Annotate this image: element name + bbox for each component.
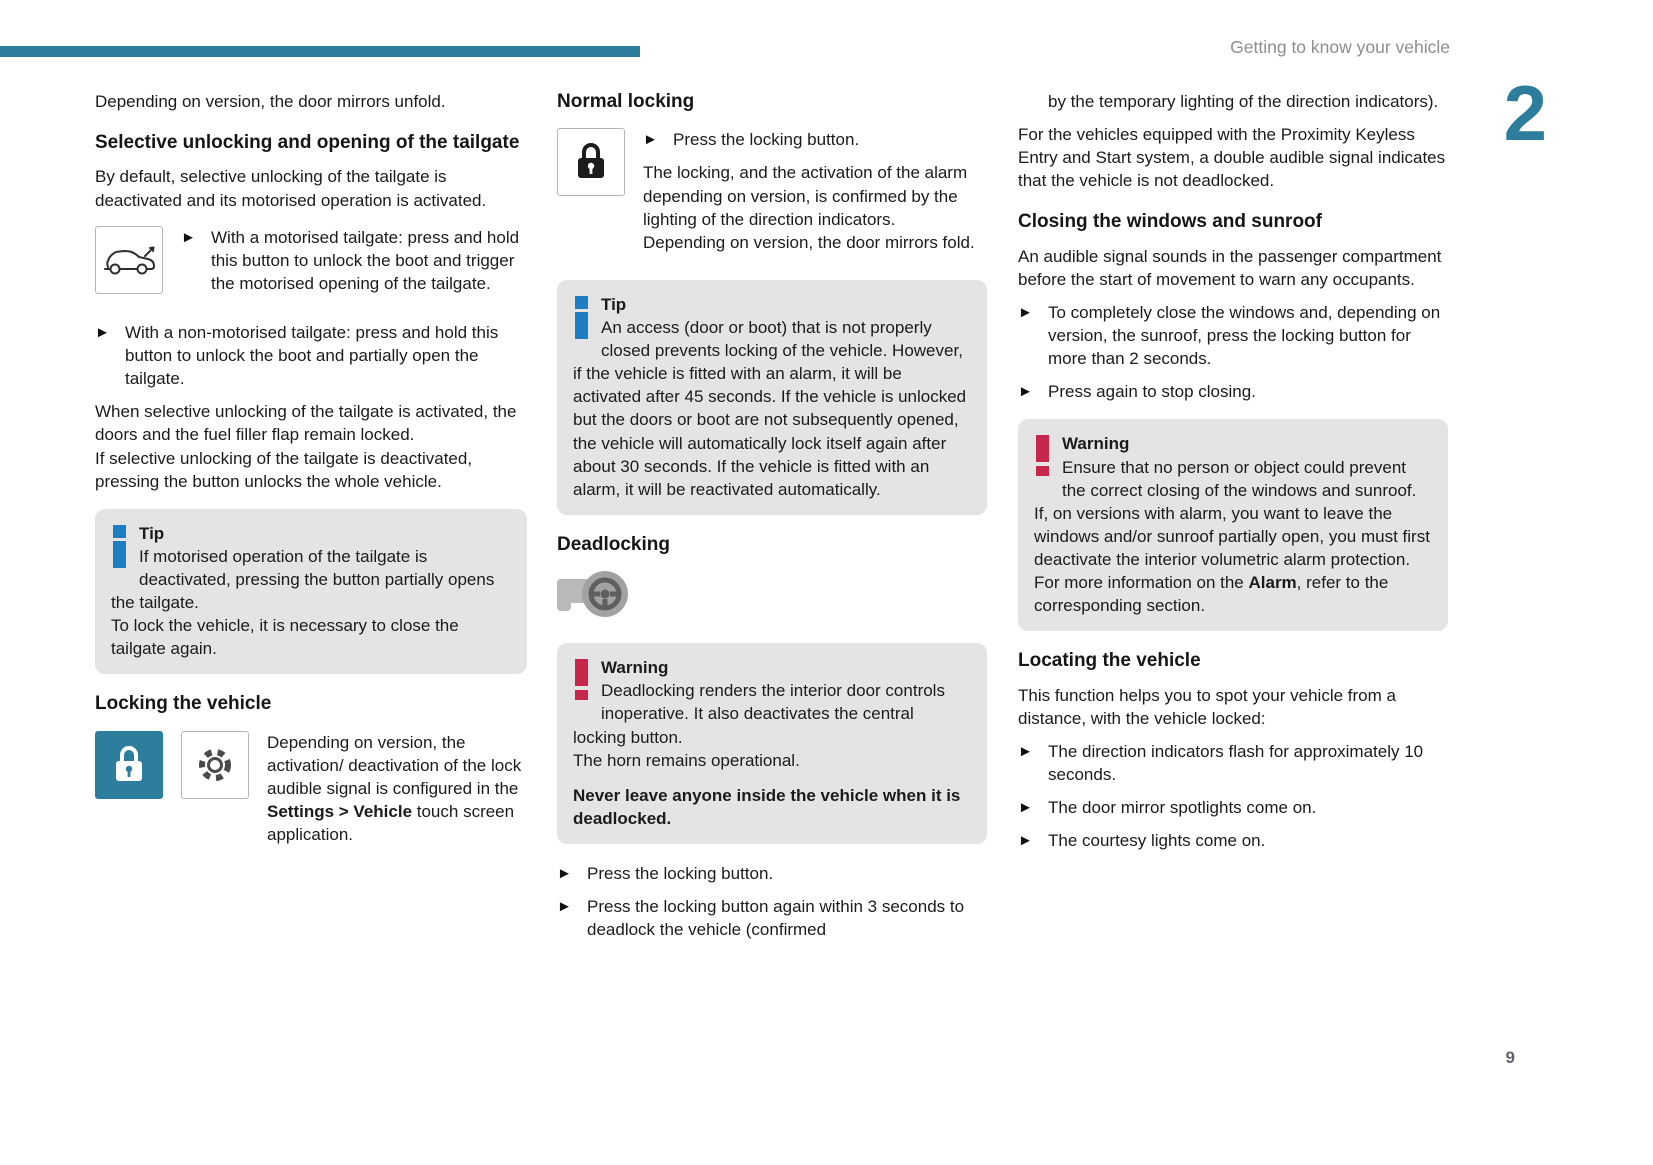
paragraph: This function helps you to spot your vehicle from a distance, with the vehicle locked: [1018, 685, 1396, 728]
bullet-arrow-icon: ► [1018, 383, 1033, 401]
chapter-accent-bar [0, 46, 640, 57]
bullet-text: The door mirror spotlights come on. [1048, 798, 1317, 818]
tip-box [95, 509, 527, 675]
warning-text: If, on versions with alarm, you want to leave the windows and/or sunroof partially open, you must first deactivate the interior volumetric alarm protection. [1034, 503, 1430, 569]
bullet-arrow-icon: ► [181, 228, 196, 246]
bullet-item [1018, 740, 1448, 786]
paragraph: When selective unlocking of the tailgate is activated, the doors and the fuel filler flap remain locked. [95, 402, 517, 445]
warning-title: Warning [601, 658, 669, 678]
warning-text: Ensure that no person or object could prevent the correct closing of the windows and sunroof. [1062, 457, 1417, 500]
tip-title: Tip [601, 294, 627, 314]
paragraph: An audible signal sounds in the passenger compartment before the start of movement to warn any occupants. [1018, 246, 1442, 289]
paragraph-continuation: by the temporary lighting of the direction indicators). [1048, 92, 1439, 111]
bullet-text: With a non-motorised tailgate: press and hold this button to unlock the boot and partially open the tailgate. [125, 322, 499, 389]
bullet-arrow-icon: ► [557, 865, 572, 883]
section-heading-selective-unlocking: Selective unlocking and opening of the tailgate [95, 132, 520, 154]
bullet-text: Press the locking button again within 3 seconds to deadlock the vehicle (confirmed [587, 897, 965, 940]
section-heading-normal-locking: Normal locking [557, 91, 695, 112]
lock-icon [557, 128, 625, 196]
warning-text: The horn remains operational. [573, 750, 800, 770]
section-heading-deadlocking: Deadlocking [557, 533, 670, 555]
bullet-text: Press again to stop closing. [1048, 382, 1256, 402]
warning-text-part: For more information on the [1034, 573, 1249, 593]
tip-text: If motorised operation of the tailgate is deactivated, pressing the button partially opens the tailgate. [111, 546, 495, 613]
paragraph: The locking, and the activation of the alarm depending on version, is confirmed by the lighting of the direction indicators. [643, 163, 968, 229]
paragraph: Depending on version, the door mirrors fold. [643, 232, 975, 252]
tip-box [557, 280, 987, 515]
bullet-item [181, 226, 527, 295]
bullet-text: With a motorised tailgate: press and hold this button to unlock the boot and trigger the motorised opening of the tailgate. [211, 227, 520, 293]
locking-settings-row [95, 731, 527, 847]
paragraph: Depending on version, the door mirrors unfold. [95, 92, 446, 111]
bullet-text: Press the locking button. [587, 864, 774, 884]
warning-box [1018, 419, 1448, 631]
column-right [1018, 90, 1448, 862]
page-number: 9 [1505, 1048, 1515, 1067]
bullet-arrow-icon: ► [1018, 799, 1033, 817]
warning-text [1034, 571, 1432, 617]
bullet-item [557, 895, 987, 941]
settings-vehicle-bold: Settings > Vehicle [267, 802, 413, 822]
paragraph: If selective unlocking of the tailgate is deactivated, pressing the button unlocks the whole vehicle. [95, 448, 473, 491]
info-icon [575, 296, 588, 339]
bullet-arrow-icon: ► [1018, 303, 1033, 321]
warning-text-bold: Never leave anyone inside the vehicle when it is deadlocked. [573, 785, 961, 828]
bullet-item [557, 862, 987, 885]
warning-title: Warning [1062, 434, 1130, 454]
bullet-text: The direction indicators flash for approximately 10 seconds. [1048, 741, 1424, 784]
bullet-text: The courtesy lights come on. [1048, 831, 1266, 851]
section-heading-locking-vehicle: Locking the vehicle [95, 693, 272, 715]
section-heading-locating-vehicle: Locating the vehicle [1018, 650, 1201, 672]
chapter-number: 2 [1503, 69, 1547, 157]
bullet-item [95, 321, 527, 390]
bullet-item [643, 128, 987, 151]
bullet-arrow-icon: ► [643, 131, 658, 149]
alarm-bold: Alarm [1248, 573, 1297, 593]
warning-text-part: , refer to the corresponding section. [1034, 573, 1389, 616]
bullet-arrow-icon: ► [557, 898, 572, 916]
paragraph-text: touch screen application. [267, 802, 515, 845]
section-heading-closing-windows: Closing the windows and sunroof [1018, 211, 1322, 233]
paragraph: For the vehicles equipped with the Proximity Keyless Entry and Start system, a double audible signal indicates that the vehicle is not deadlocked. [1018, 125, 1446, 191]
settings-gear-icon [181, 731, 249, 799]
column-middle [557, 90, 987, 951]
bullet-item [1018, 829, 1448, 852]
bullet-text: To completely close the windows and, depending on version, the sunroof, press the locking button for more than 2 seconds. [1048, 302, 1441, 369]
info-icon [113, 525, 126, 568]
paragraph [267, 731, 527, 847]
bullet-arrow-icon: ► [1018, 832, 1033, 850]
warning-text: Deadlocking renders the interior door controls inoperative. It also deactivates the central locking button. [573, 681, 945, 747]
bullet-text: Press the locking button. [673, 130, 860, 150]
warning-icon [1036, 435, 1049, 476]
remote-key-icon [557, 567, 987, 627]
tailgate-icon [95, 226, 163, 294]
header-title: Getting to know your vehicle [1230, 37, 1450, 57]
lock-icon [95, 731, 163, 799]
warning-icon [575, 659, 588, 700]
paragraph-text: Depending on version, the activation/ deactivation of the lock audible signal is configured in the [267, 732, 522, 798]
tip-text: To lock the vehicle, it is necessary to close the tailgate again. [111, 616, 459, 659]
normal-locking-text [643, 128, 987, 264]
bullet-item [1018, 301, 1448, 370]
tailgate-instruction-row [95, 226, 527, 305]
bullet-arrow-icon: ► [95, 323, 110, 341]
warning-box [557, 643, 987, 844]
normal-locking-row [557, 128, 987, 264]
paragraph: By default, selective unlocking of the tailgate is deactivated and its motorised operation is activated. [95, 167, 487, 210]
bullet-arrow-icon: ► [1018, 742, 1033, 760]
bullet-item [1018, 796, 1448, 819]
tip-title: Tip [139, 523, 165, 543]
bullet-item [1018, 380, 1448, 403]
tip-text: An access (door or boot) that is not properly closed prevents locking of the vehicle. However, if the vehicle is fitted with an alarm, it will be activated after 45 seconds. If the vehicle is unlocked but the doors or boot are not subsequently opened, the vehicle will automatically lock itself again after about 30 seconds. If the vehicle is fitted with an alarm, it will be reactivated automatically. [573, 317, 967, 499]
column-left [95, 90, 527, 862]
